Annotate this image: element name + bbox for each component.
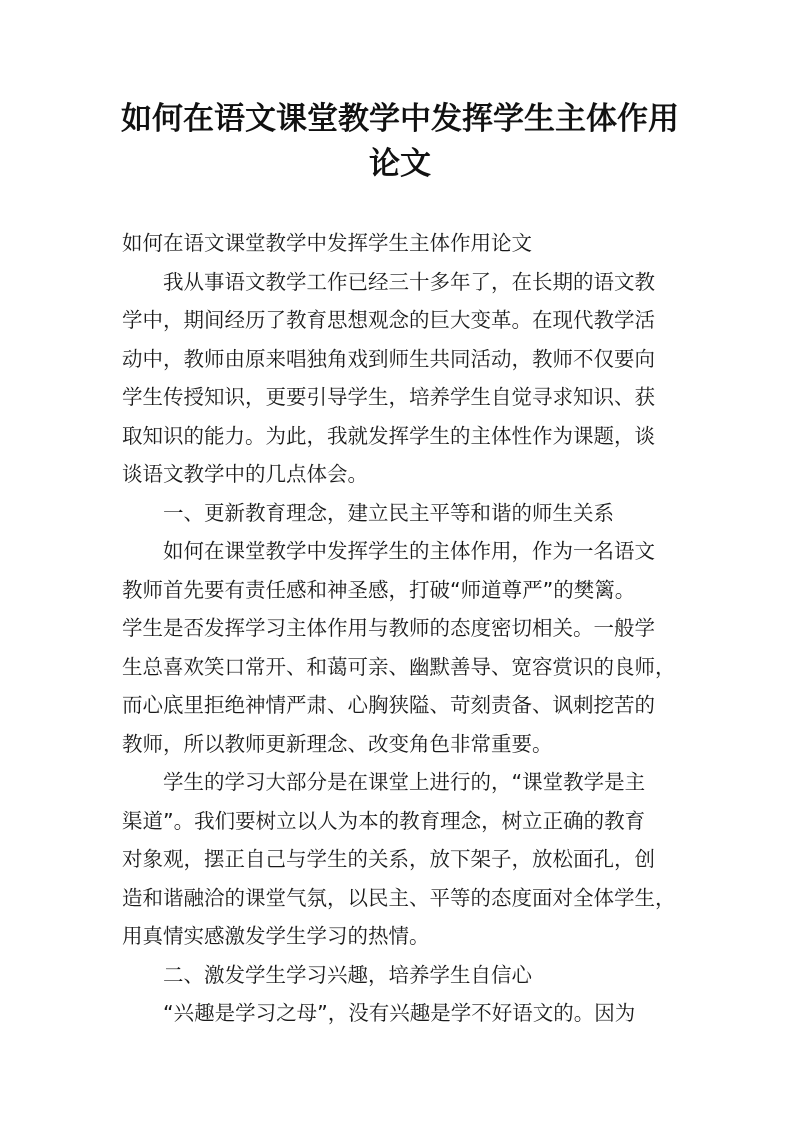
section-heading-1 — [122, 494, 702, 533]
text-line: 渠道”。我们要树立以人为本的教育理念，树立正确的教育 — [122, 808, 646, 833]
text-line: “兴趣是学习之母”，没有兴趣是学不好语文的。因为 — [163, 1001, 636, 1025]
text-line: 取知识的能力。为此，我就发挥学生的主体性作为课题，谈 — [122, 423, 655, 448]
text-line: 如何在语文课堂教学中发挥学生主体作用论文 — [122, 231, 532, 255]
subtitle-paragraph — [122, 224, 702, 263]
text-line: 而心底里拒绝神情严肃、心胸狭隘、苛刻责备、讽刺挖苦的 — [122, 693, 655, 717]
text-line: 对象观，摆正自己与学生的关系，放下架子，放松面孔，创 — [122, 847, 655, 871]
body-paragraph — [122, 994, 702, 1033]
text-line: 我从事语文教学工作已经三十多年了，在长期的语文教 — [163, 269, 655, 294]
text-line: 教师首先要有责任感和神圣感，打破“师道尊严”的樊篱。 — [122, 577, 636, 602]
text-line: 学生的学习大部分是在课堂上进行的，“课堂教学是主 — [163, 770, 646, 794]
text-line: 用真情实感激发学生学习的热情。 — [122, 924, 430, 948]
text-line: 一、更新教育理念，建立民主平等和谐的师生关系 — [163, 500, 614, 525]
body-paragraph — [122, 532, 702, 763]
text-line: 学中，期间经历了教育思想观念的巨大变革。在现代教学活 — [122, 308, 655, 332]
text-line: 谈语文教学中的几点体会。 — [122, 462, 368, 486]
document-title-line-1: 如何在语文课堂教学中发挥学生主体作用 — [121, 101, 679, 137]
text-line: 二、激发学生学习兴趣，培养学生自信心 — [163, 962, 532, 987]
text-line: 教师，所以教师更新理念、改变角色非常重要。 — [122, 731, 553, 756]
document-body — [122, 224, 702, 1033]
text-line: 生总喜欢笑口常开、和蔼可亲、幽默善导、宽容赏识的良师， — [122, 654, 676, 679]
body-paragraph — [122, 763, 702, 956]
text-line: 学生传授知识，更要引导学生，培养学生自觉寻求知识、获 — [122, 385, 655, 409]
intro-paragraph — [122, 263, 702, 494]
text-line: 动中，教师由原来唱独角戏到师生共同活动，教师不仅要向 — [122, 346, 655, 371]
section-heading-2 — [122, 956, 702, 995]
document-title-line-2: 论文 — [369, 146, 431, 182]
text-line: 造和谐融洽的课堂气氛，以民主、平等的态度面对全体学生， — [122, 885, 676, 910]
text-line: 学生是否发挥学习主体作用与教师的态度密切相关。一般学 — [122, 616, 655, 640]
text-line: 如何在课堂教学中发挥学生的主体作用，作为一名语文 — [163, 539, 655, 563]
